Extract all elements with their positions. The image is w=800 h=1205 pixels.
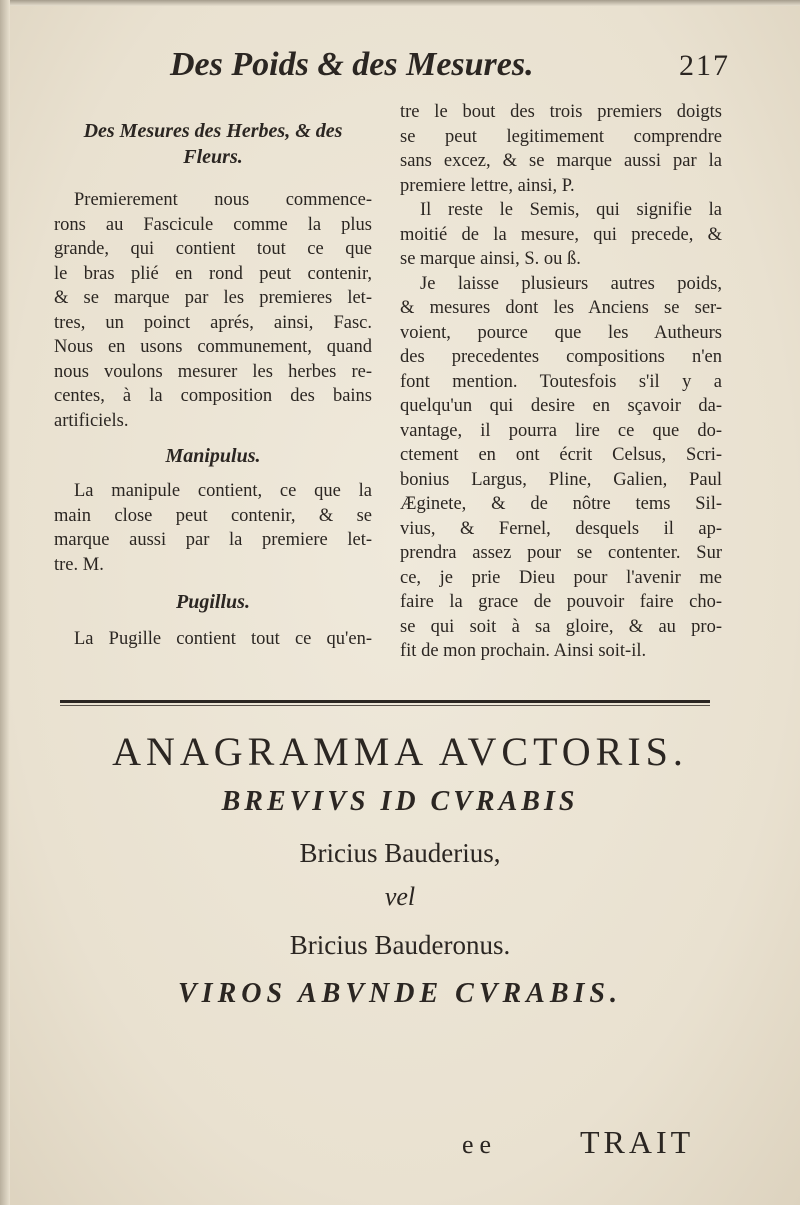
text-line: Premierement nous commence- (74, 190, 372, 210)
text-line: se peut legitimement comprendre (400, 126, 722, 147)
text-line: marque aussi par la premiere let- (54, 530, 372, 550)
text-line: rons au Fascicule comme la plus (54, 214, 372, 235)
text-line: le bras plié en rond peut contenir, (54, 263, 372, 284)
text-line: font mention. Toutesfois s'il y a (400, 371, 722, 392)
section-heading-pugillus: Pugillus. (176, 591, 250, 613)
paragraph-continuation (400, 100, 722, 198)
text-line: tre. M. (54, 554, 104, 575)
left-column (54, 100, 372, 652)
paragraph-fascicule (54, 188, 372, 433)
text-line: vius, & Fernel, desquels il ap- (400, 518, 722, 539)
text-line: vantage, il pourra lire ce que do- (400, 420, 722, 441)
text-line: La Pugille contient tout ce qu'en- (74, 629, 372, 649)
anagram-line: Bricius Bauderonus. (289, 930, 511, 960)
text-line: se qui soit à sa gloire, & au pro- (400, 616, 722, 637)
paragraph-semis (400, 198, 722, 272)
text-line: sans excez, & se marque aussi par la (400, 151, 722, 171)
text-line: tre le bout des trois premiers doigts (400, 102, 722, 122)
text-line: nous voulons mesurer les herbes re- (54, 361, 372, 382)
text-line: & se marque par les premieres let- (54, 288, 372, 308)
anagram-line: Bricius Bauderius, (299, 838, 501, 868)
text-line: faire la grace de pouvoir faire cho- (400, 592, 722, 612)
page-top-edge (0, 0, 800, 6)
paragraph-conclusion (400, 272, 722, 664)
catchword: TRAIT (580, 1124, 695, 1160)
text-line: Æginete, & de nôtre tems Sil- (400, 494, 722, 514)
text-line: quelqu'un qui desire en sçavoir da- (400, 396, 722, 416)
text-line: des precedentes compositions n'en (400, 347, 722, 367)
text-line: se marque ainsi, S. ou ß. (400, 249, 581, 269)
text-line: ce, je prie Dieu pour l'avenir me (400, 567, 722, 588)
page-number: 217 (679, 49, 730, 82)
text-line: artificiels. (54, 410, 129, 431)
anagram-line: BREVIVS ID CVRABIS (221, 786, 579, 817)
text-line: grande, qui contient tout ce que (54, 239, 372, 259)
paragraph-manipule (54, 479, 372, 577)
divider-rule-thin (60, 705, 710, 706)
text-line: Il reste le Semis, qui signifie la (420, 200, 722, 220)
text-line: main close peut contenir, & se (54, 505, 372, 526)
text-line: Nous en usons communement, quand (54, 337, 372, 357)
text-line: premiere lettre, ainsi, P. (400, 175, 575, 196)
section-heading-herbes (54, 118, 372, 170)
text-line: fit de mon prochain. Ainsi soit-il. (400, 641, 647, 661)
text-line: voient, pource que les Autheurs (400, 322, 722, 343)
divider-rule (60, 700, 710, 703)
text-line: & mesures dont les Anciens se ser- (400, 298, 722, 318)
right-column (400, 100, 722, 664)
text-line: tres, un poinct aprés, ainsi, Fasc. (54, 312, 372, 333)
text-line: moitié de la mesure, qui precede, & (400, 224, 722, 245)
text-line: prendra assez pour se contenter. Sur (400, 543, 722, 563)
page-gutter-edge (0, 0, 10, 1205)
text-line: bonius Largus, Pline, Galien, Paul (400, 469, 722, 490)
anagram-line: VIROS ABVNDE CVRABIS. (178, 978, 622, 1009)
signature-mark: ee (462, 1130, 498, 1159)
section-heading-manipulus: Manipulus. (165, 445, 261, 467)
text-line: La manipule contient, ce que la (74, 481, 372, 501)
paragraph-pugille (54, 627, 372, 652)
running-title: Des Poids & des Mesures. (170, 46, 534, 83)
running-head (170, 46, 730, 84)
text-line: centes, à la composition des bains (54, 386, 372, 406)
text-line: ctement en ont écrit Celsus, Scri- (400, 445, 722, 465)
anagram-title: ANAGRAMMA AVCTORIS. (112, 729, 688, 774)
heading-line: Des Mesures des Herbes, & des (83, 120, 343, 142)
heading-line: Fleurs. (183, 146, 243, 168)
text-line: Je laisse plusieurs autres poids, (420, 273, 722, 294)
anagram-line: vel (384, 882, 416, 911)
